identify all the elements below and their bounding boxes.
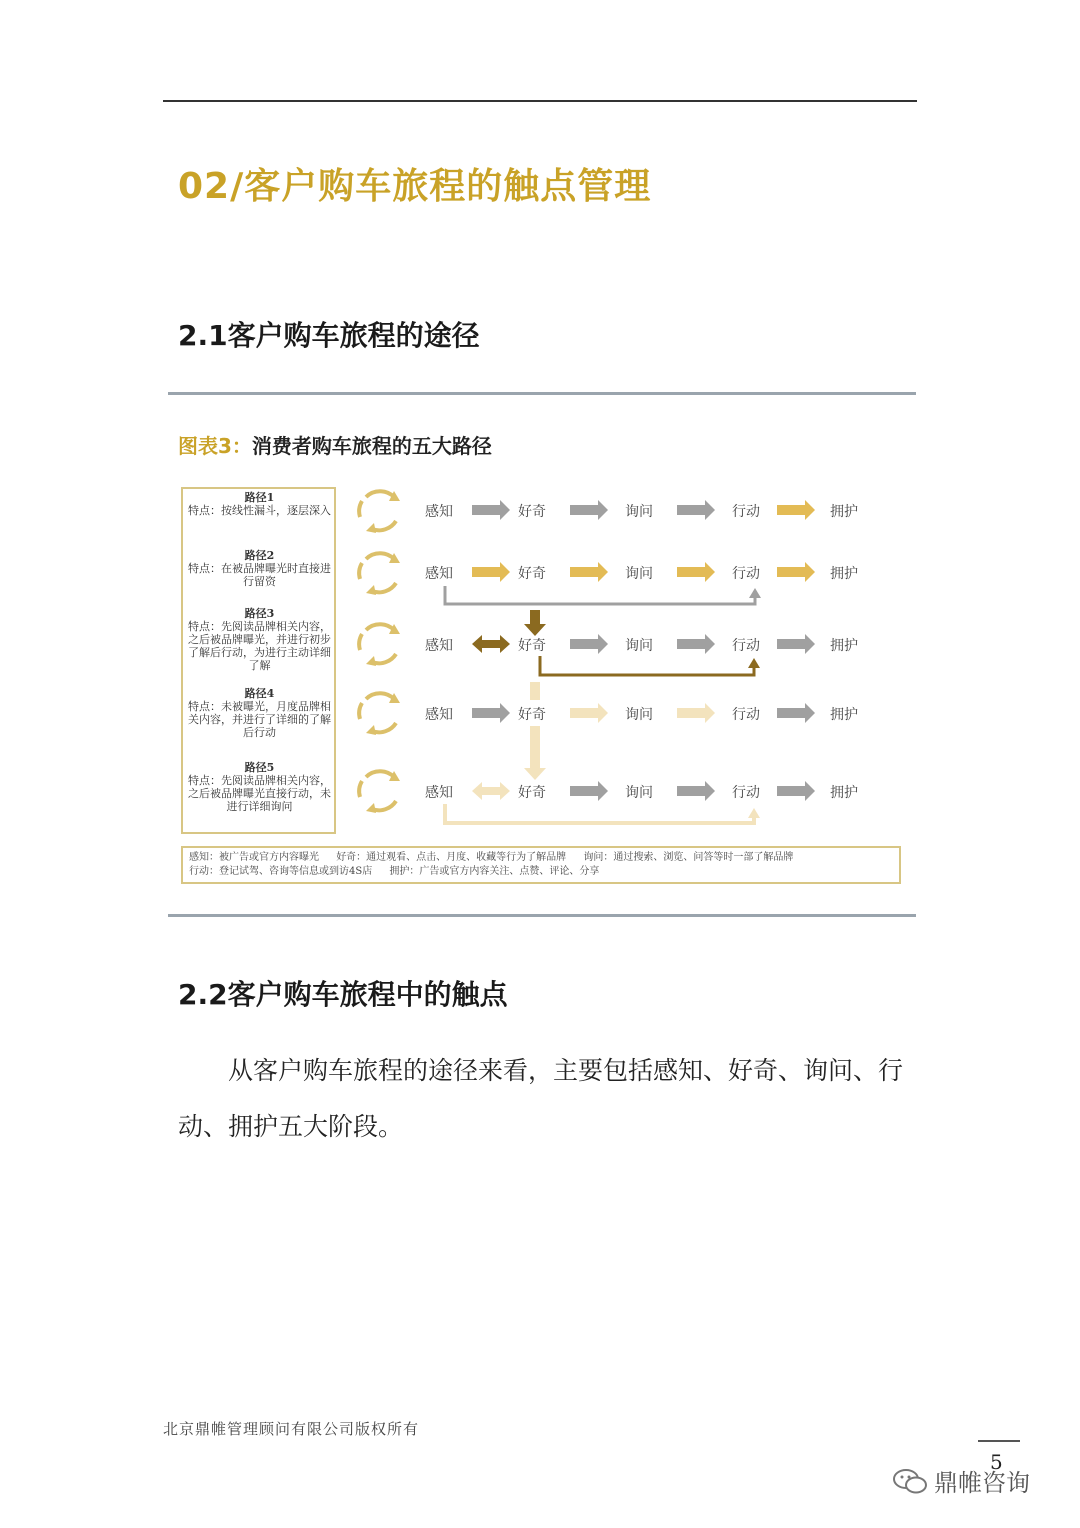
stage-r4-ask: 询问 — [625, 707, 653, 723]
path-4-title: 路径4 — [244, 687, 275, 700]
cycle-icon-2 — [359, 553, 400, 595]
stage-r3-curious: 好奇 — [518, 638, 546, 654]
stage-r2-advocate: 拥护 — [830, 566, 858, 582]
row-5-arrows — [445, 726, 815, 823]
path-5-title: 路径5 — [244, 761, 275, 774]
cycle-icon-5 — [359, 771, 400, 813]
legend-line-2 — [189, 865, 893, 879]
path-2-title: 路径2 — [244, 549, 275, 562]
legend-advocate: 拥护：广告或官方内容关注、点赞、评论、分享 — [389, 866, 600, 877]
cycle-icon-4 — [359, 693, 400, 735]
stage-r3-advocate: 拥护 — [830, 638, 858, 654]
path-3-text: 特点：先阅读品牌相关内容，之后被品牌曝光，并进行初步了解后行动，为进行主动详细了解 — [188, 620, 331, 672]
figure-legend — [181, 846, 901, 884]
stage-r4-aware: 感知 — [425, 707, 453, 723]
stage-r1-advocate: 拥护 — [830, 504, 858, 520]
stage-r2-act: 行动 — [732, 566, 760, 582]
stage-r2-curious: 好奇 — [518, 566, 546, 582]
figure-bottom-rule — [168, 914, 916, 917]
path-5-text: 特点：先阅读品牌相关内容，之后被品牌曝光直接行动，未进行详细询问 — [188, 774, 331, 813]
page-number-rule — [978, 1440, 1020, 1442]
stage-r4-advocate: 拥护 — [830, 707, 858, 723]
figure-prefix: 图表3： — [178, 434, 252, 458]
body-paragraph: 从客户购车旅程的途径来看，主要包括感知、好奇、询问、行动、拥护五大阶段。 — [178, 1056, 904, 1141]
path-1-text: 特点：按线性漏斗，逐层深入 — [188, 504, 331, 517]
legend-line-1 — [189, 851, 893, 865]
legend-aware: 感知：被广告或官方内容曝光 — [189, 852, 319, 863]
legend-act: 行动：登记试驾、咨询等信息或到访4S店 — [189, 866, 373, 877]
legend-curious: 好奇：通过观看、点击、月度、收藏等行为了解品牌 — [336, 852, 567, 863]
chapter-heading: 02/客户购车旅程的触点管理 — [178, 166, 652, 207]
path-1-title: 路径1 — [244, 491, 275, 504]
stage-r3-act: 行动 — [732, 638, 760, 654]
stage-r5-aware: 感知 — [425, 785, 453, 801]
stage-r5-curious: 好奇 — [518, 785, 546, 801]
section-1-title: 2.1客户购车旅程的途径 — [178, 319, 480, 352]
stage-r2-ask: 询问 — [625, 566, 653, 582]
path-4-text: 特点：未被曝光，月度品牌相关内容，并进行了详细的了解后行动 — [188, 700, 331, 739]
cycle-icon-3 — [359, 624, 400, 666]
stage-r3-ask: 询问 — [625, 638, 653, 654]
page-number: 5 — [990, 1450, 1003, 1474]
stage-r5-ask: 询问 — [625, 785, 653, 801]
wechat-icon — [892, 1467, 928, 1495]
cycle-icon-1 — [359, 491, 400, 533]
stage-r1-curious: 好奇 — [518, 504, 546, 520]
stage-r4-curious: 好奇 — [518, 707, 546, 723]
figure-caption: 消费者购车旅程的五大路径 — [251, 434, 492, 458]
stage-r4-act: 行动 — [732, 707, 760, 723]
stage-r2-aware: 感知 — [425, 566, 453, 582]
stage-r1-aware: 感知 — [425, 504, 453, 520]
stage-r3-aware: 感知 — [425, 638, 453, 654]
watermark-text: 鼎帷咨询 — [934, 1469, 1030, 1497]
watermark — [892, 1463, 1030, 1498]
section-2-title: 2.2客户购车旅程中的触点 — [178, 978, 508, 1011]
stage-r1-act: 行动 — [732, 504, 760, 520]
footer-copyright: 北京鼎帷管理顾问有限公司版权所有 — [163, 1420, 420, 1438]
path-2-text: 特点：在被品牌曝光时直接进行留资 — [188, 562, 331, 588]
stage-r5-act: 行动 — [732, 785, 760, 801]
stage-r5-advocate: 拥护 — [830, 785, 858, 801]
path-3-title: 路径3 — [244, 607, 275, 620]
stage-r1-ask: 询问 — [625, 504, 653, 520]
legend-ask: 询问：通过搜索、浏览、问答等时一部了解品牌 — [583, 852, 794, 863]
